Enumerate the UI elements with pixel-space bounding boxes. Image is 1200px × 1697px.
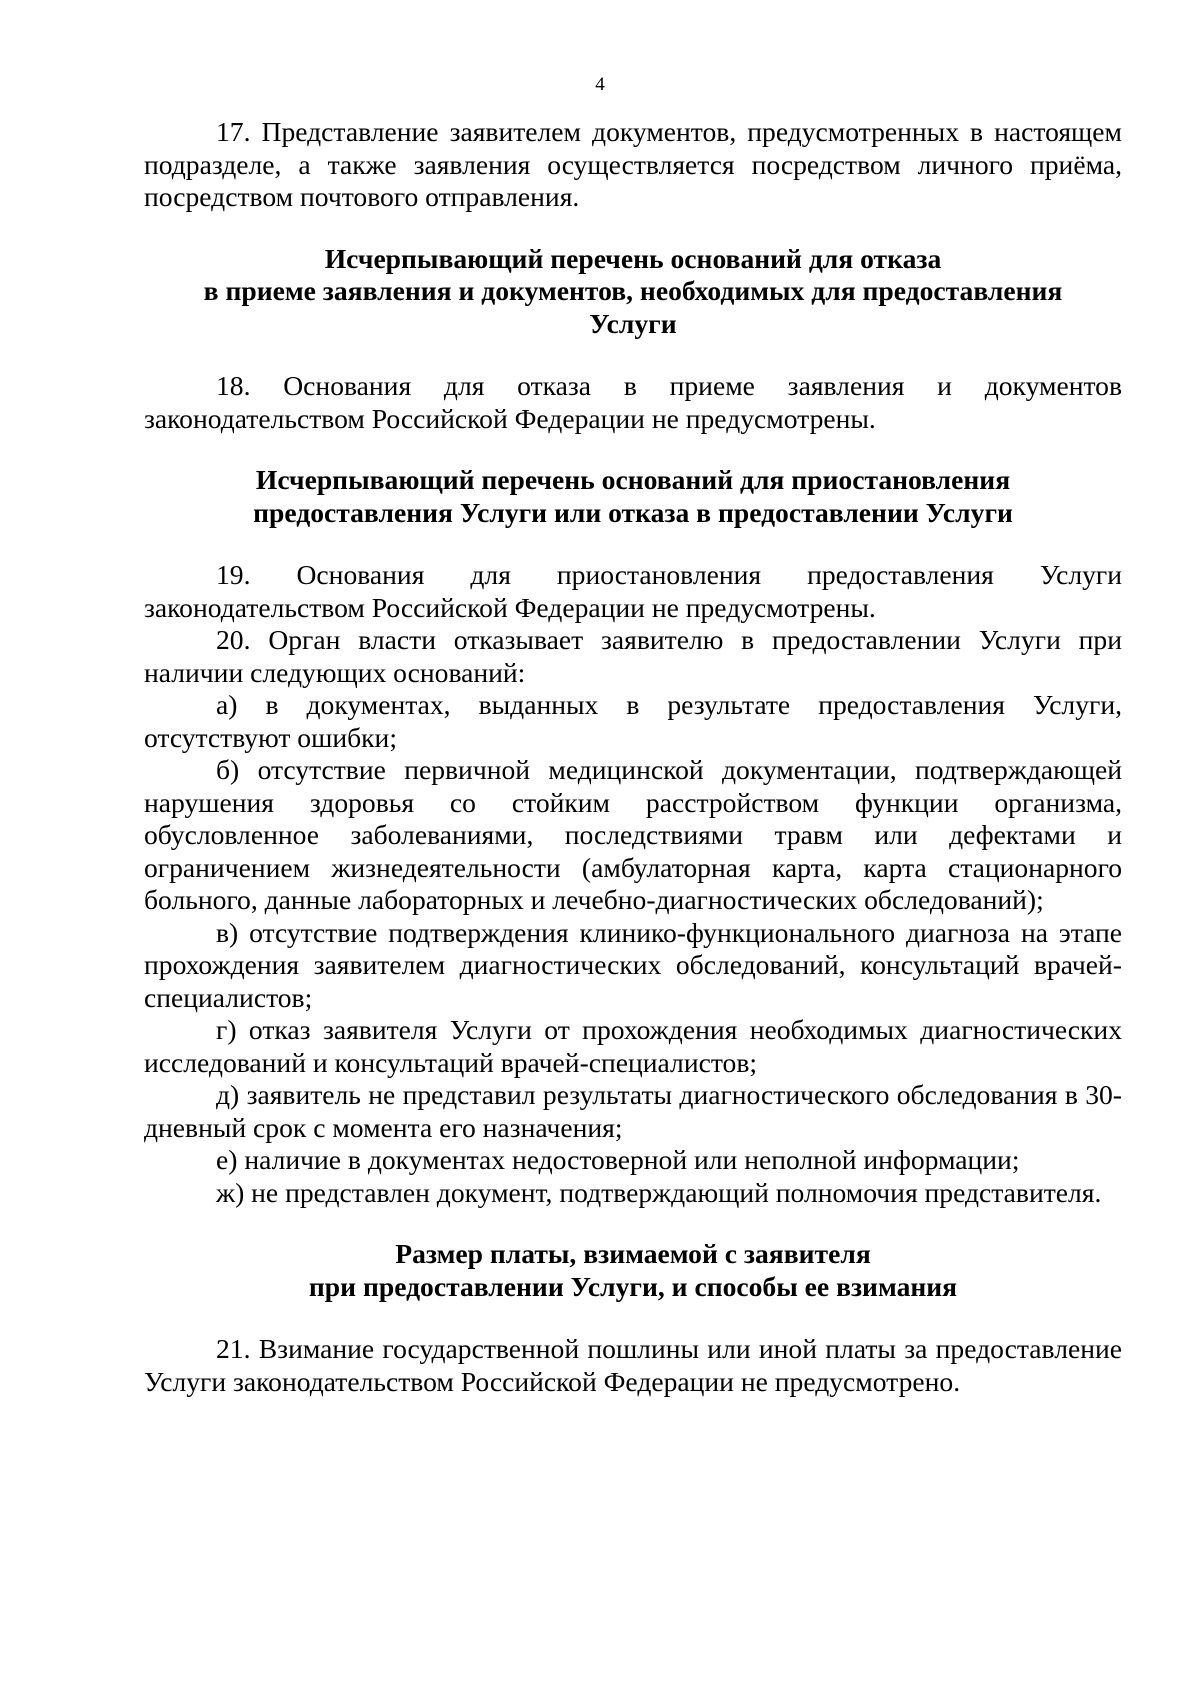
paragraph-18: 18. Основания для отказа в приеме заявления и документов законодательством Российской Федерации не предусмотрены. bbox=[144, 370, 1122, 434]
refusal-grounds-list bbox=[144, 689, 1122, 1209]
paragraph-19: 19. Основания для приостановления предоставления Услуги законодательством Российской Федерации не предусмотрены. bbox=[144, 559, 1122, 623]
heading-line: при предоставлении Услуги, и способы ее взимания bbox=[308, 1270, 958, 1302]
paragraph-17: 17. Представление заявителем документов, предусмотренных в настоящем подразделе, а также заявления осуществляется посредством личного приёма, посредством почтового отправления. bbox=[144, 116, 1122, 212]
section-heading-fees bbox=[144, 1238, 1122, 1303]
page-number: 4 bbox=[595, 74, 605, 95]
list-item: г) отказ заявителя Услуги от прохождения необходимых диагностических исследований и консультаций врачей-специалистов; bbox=[144, 1014, 1122, 1078]
list-item: ж) не представлен документ, подтверждающий полномочия представителя. bbox=[216, 1176, 1102, 1208]
list-item: б) отсутствие первичной медицинской документации, подтверждающей нарушения здоровья со стойким расстройством функции организма, обусловленное заболеваниями, последствиями травм или дефектами и ограничением жизнедеятельности (амбулаторная карта, карта стационарного больного, данные лабораторных и лечебно-диагностических обследований); bbox=[144, 754, 1122, 915]
list-item: д) заявитель не представил результаты диагностического обследования в 30-дневный срок с момента его назначения; bbox=[144, 1079, 1122, 1143]
heading-line: предоставления Услуги или отказа в предоставлении Услуги bbox=[253, 496, 1013, 528]
heading-line: Исчерпывающий перечень оснований для отказа bbox=[324, 242, 942, 274]
list-item: е) наличие в документах недостоверной или неполной информации; bbox=[216, 1144, 1020, 1175]
list-item: в) отсутствие подтверждения клинико-функционального диагноза на этапе прохождения заявителем диагностических обследований, консультаций врачей-специалистов; bbox=[144, 916, 1122, 1013]
paragraph-20: 20. Орган власти отказывает заявителю в предоставлении Услуги при наличии следующих оснований: bbox=[144, 624, 1122, 688]
heading-line: в приеме заявления и документов, необходимых для предоставления bbox=[203, 275, 1063, 306]
list-item: а) в документах, выданных в результате предоставления Услуги, отсутствуют ошибки; bbox=[144, 689, 1122, 753]
document-body bbox=[144, 116, 1122, 1398]
paragraph-21: 21. Взимание государственной пошлины или иной платы за предоставление Услуги законодательством Российской Федерации не предусмотрено. bbox=[144, 1333, 1122, 1397]
section-heading-refusal-grounds bbox=[144, 243, 1122, 341]
heading-line: Исчерпывающий перечень оснований для приостановления bbox=[255, 464, 1011, 495]
heading-line: Размер платы, взимаемой с заявителя bbox=[395, 1238, 871, 1269]
heading-line: Услуги bbox=[589, 307, 677, 339]
section-heading-suspension-grounds bbox=[144, 464, 1122, 529]
